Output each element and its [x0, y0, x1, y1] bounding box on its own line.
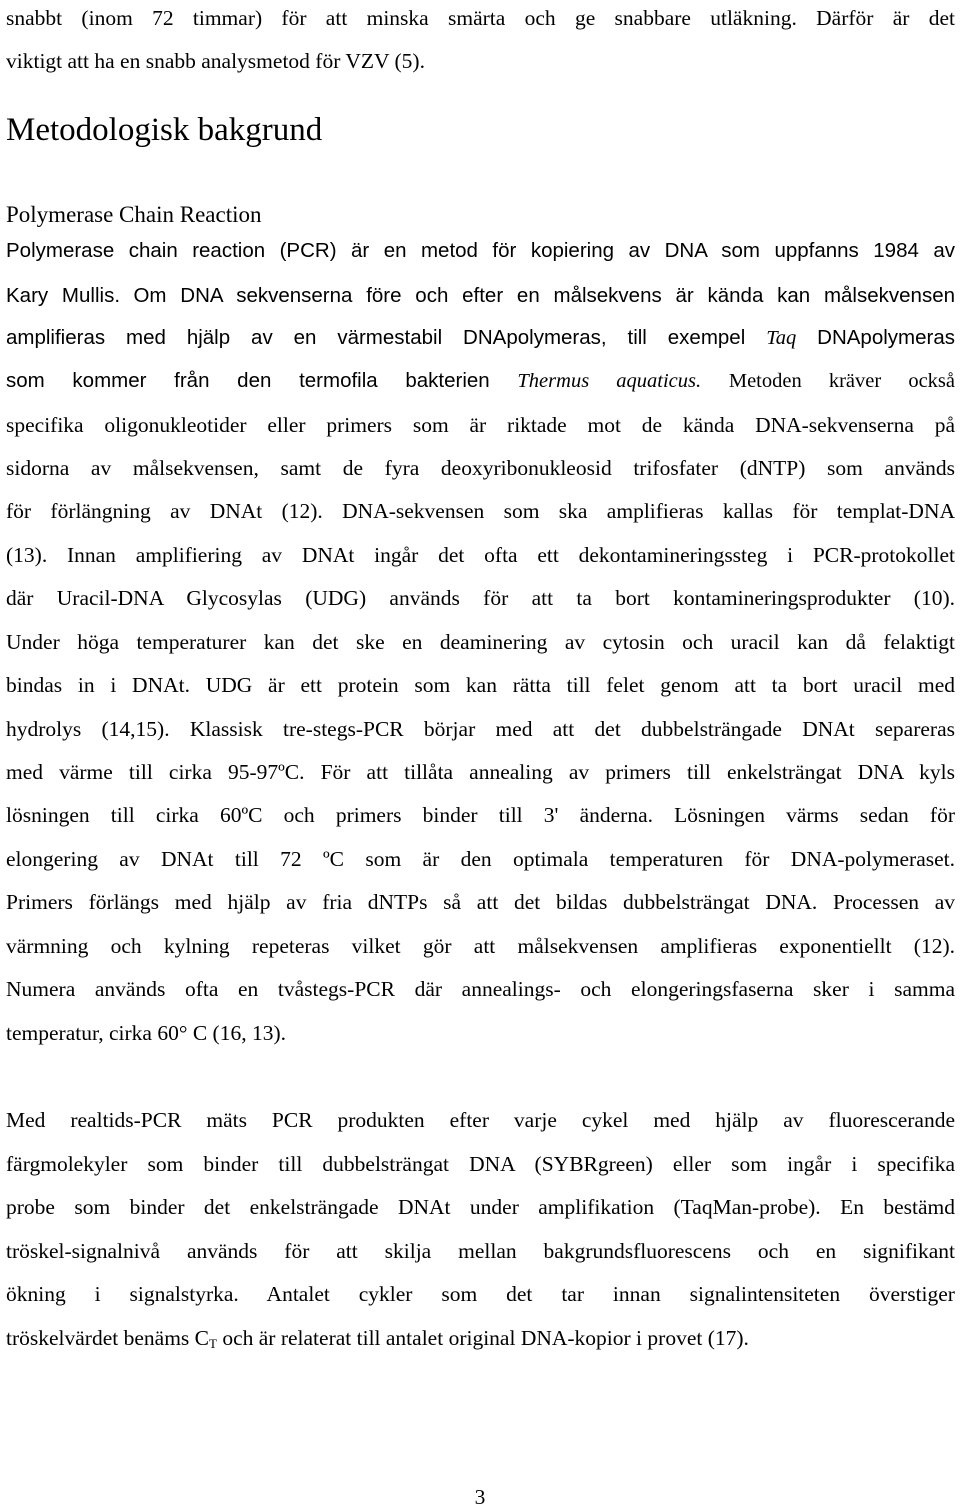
body-line: färgmolekyler som binder till dubbelsträngat DNA (SYBRgreen) eller som ingår i specifika: [6, 1152, 955, 1176]
body-line: Med realtids-PCR mäts PCR produkten efter varje cykel med hjälp av fluorescerande: [6, 1108, 955, 1132]
body-line: tröskel-signalnivå används för att skilja mellan bakgrundsfluorescens och en signifikant: [6, 1239, 955, 1263]
body-line: [6, 1324, 955, 1358]
body-line: [6, 758, 955, 786]
body-line: [6, 324, 955, 352]
body-line: sidorna av målsekvensen, samt de fyra deoxyribonukleosid trifosfater (dNTP) som används: [6, 456, 955, 480]
body-text: hydrolys (14,15).: [6, 717, 170, 741]
body-line: viktigt att ha en snabb analysmetod för VZV (5).: [6, 49, 425, 73]
body-line: Under höga temperaturer kan det ske en deaminering av cytosin och uracil kan då felaktigt: [6, 630, 955, 654]
body-line: där Uracil-DNA Glycosylas (UDG) används för att ta bort kontamineringsprodukter (10).: [6, 586, 955, 610]
body-line: [6, 801, 955, 829]
body-text: och är relaterat till antalet original DNA-kopior i provet (17).: [216, 1326, 749, 1350]
body-line: värmning och kylning repeteras vilket gör att målsekvensen amplifieras exponentiellt (12).: [6, 934, 955, 958]
body-line: Polymerase chain reaction (PCR) är en metod för kopiering av DNA som uppfanns 1984 av: [6, 239, 955, 262]
body-line: elongering av DNAt till 72 ºC som är den optimala temperaturen för DNA-polymeraset.: [6, 847, 955, 871]
body-text: ökning i signalstyrka.: [6, 1282, 239, 1306]
body-text: Metoden kräver också: [728, 370, 955, 392]
body-text: med värme till cirka 95-97ºC.: [6, 760, 305, 784]
body-line: [6, 715, 955, 743]
body-text: amplifieras med hjälp av en värmestabil DNApolymeras, till exempel: [6, 326, 746, 349]
section-heading: Metodologisk bakgrund: [6, 112, 323, 148]
subsection-heading: Polymerase Chain Reaction: [6, 202, 262, 227]
body-text: probe som binder det enkelsträngade DNAt under amplifikation (TaqMan-probe).: [6, 1195, 821, 1219]
body-text: Antalet cykler som det tar innan signalintensiteten överstiger: [266, 1282, 955, 1306]
body-text: tröskelvärdet benäms C: [6, 1326, 210, 1350]
body-text: Kary Mullis.: [6, 284, 121, 307]
body-text: Om DNA sekvenserna före och efter en målsekvens är kända kan målsekvensen: [133, 284, 955, 307]
body-line: [6, 888, 955, 916]
body-line: [6, 367, 955, 395]
body-line: bindas in i DNAt. UDG är ett protein som kan rätta till felet genom att ta bort uracil med: [6, 673, 955, 697]
body-text: Processen av: [833, 890, 955, 914]
body-text: Primers förlängs med hjälp av fria dNTPs så att det bildas dubbelsträngat DNA.: [6, 890, 818, 914]
body-line: snabbt (inom 72 timmar) för att minska smärta och ge snabbare utläkning. Därför är det: [6, 6, 955, 30]
body-text: För att tillåta annealing av primers till enkelsträngat DNA kyls: [320, 760, 955, 784]
body-line: temperatur, cirka 60° C (16, 13).: [6, 1021, 286, 1045]
body-text: En bestämd: [840, 1195, 955, 1219]
body-line: [6, 1193, 955, 1221]
body-text: lösningen till cirka 60ºC och primers binder till 3' änderna.: [6, 803, 653, 827]
species-term: Taq: [766, 327, 797, 349]
body-line: specifika oligonukleotider eller primers som är riktade mot de kända DNA-sekvenserna på: [6, 413, 955, 437]
body-text: Innan amplifiering av DNAt ingår det ofta ett dekontamineringssteg i PCR-protokollet: [66, 543, 955, 567]
body-text: DNApolymeras: [817, 326, 955, 349]
species-name: Thermus aquaticus.: [517, 370, 702, 392]
body-line: Numera används ofta en tvåstegs-PCR där annealings- och elongeringsfaserna sker i samma: [6, 977, 955, 1001]
body-line: för förlängning av DNAt (12). DNA-sekvensen som ska amplifieras kallas för templat-DNA: [6, 499, 955, 523]
body-text: som kommer från den termofila bakterien: [6, 369, 490, 392]
body-line: [6, 281, 955, 310]
body-text: Klassisk tre-stegs-PCR börjar med att det dubbelsträngade DNAt separeras: [189, 717, 956, 741]
page-number: 3: [474, 1485, 486, 1509]
body-line: [6, 541, 955, 569]
body-text: Lösningen värms sedan för: [674, 803, 955, 827]
subscript: T: [209, 1336, 217, 1351]
body-line: [6, 1280, 955, 1308]
body-text: (13).: [6, 543, 48, 567]
